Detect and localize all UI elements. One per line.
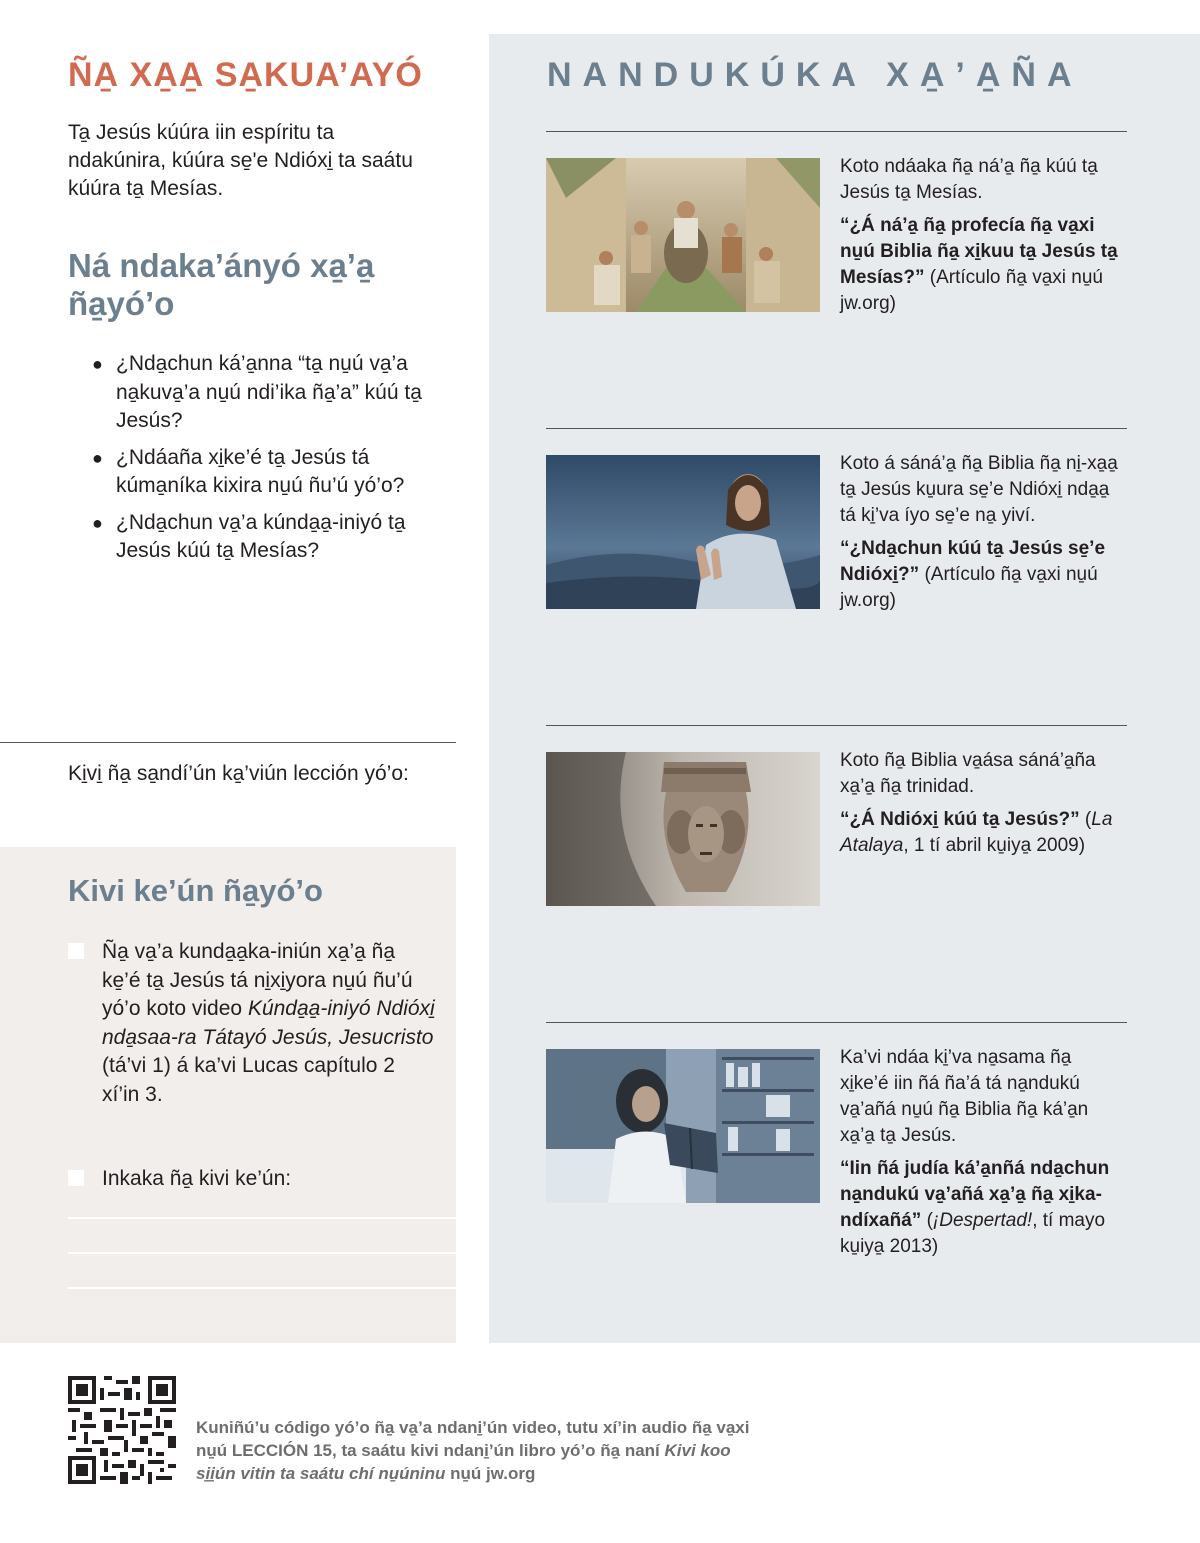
bullet-icon: ● [92, 354, 103, 374]
entry-intro: Koto á sáná’a̱ ña̱ Biblia ña̱ ni̱-xa̱a̱ ta̱ Jesús ku̱ura se̱’e Ndióxi̱ nda̱a̱ tá ki̱’va íyo se̱’e na̱ yiví. [840, 453, 1118, 526]
jesus-praying-illustration [546, 455, 820, 609]
practice-item-text: Ña̱ va̱’a kunda̱a̱ka-iniún xa̱’a̱ ña̱ ke̱’é ta̱ Jesús tá ni̱xi̱yora nu̱ú ñu’ú yó’o koto video Kúnda̱a̱-iniyó Ndióxi̱ nda̱saa-ra Tátayó Jesús, Jesucristo (tá’vi 1) á ka’vi Lucas capítulo 2 xí’in 3. [102, 940, 435, 1106]
explore-entry-text [840, 1045, 1125, 1260]
divider [546, 131, 1127, 132]
article-source: (Artículo ña̱ va̱xi nu̱ú jw.org) [840, 267, 1103, 314]
book-title: Kivi koo si̱i̱ún vitin ta saátu chí nu̱úninu [196, 1441, 731, 1483]
qr-code-icon [68, 1376, 176, 1484]
article-title-link[interactable]: “¿Nda̱chun kúú ta̱ Jesús se̱’e Ndióxi̱?” [840, 538, 1106, 585]
entry-reference[interactable] [840, 536, 1125, 614]
explore-title: NANDUKÚKA XA̱’A̱ÑA [547, 56, 1083, 94]
review-questions [90, 350, 450, 574]
divider [0, 742, 456, 743]
summary-title: ÑA̱ XA̱A̱ SA̱KUA’AYÓ [68, 56, 423, 94]
review-title: Ná ndaka’ányó xa̱’a̱ ña̱yó’o [68, 247, 375, 322]
question-text: ¿Nda̱chun ká’a̱nna “ta̱ nu̱ú va̱’a na̱kuva̱’a nu̱ú ndi’ika ña̱’a” kúú ta̱ Jesús? [116, 352, 422, 432]
write-line[interactable] [68, 1217, 456, 1219]
explore-entry-text [840, 451, 1125, 614]
footer-text: Kuniñú’u código yó’o ña̱ va̱’a ndani̱’ún video, tutu xí’in audio ña̱ va̱xi nu̱ú LECCIÓN 15, ta saátu kivi ndani̱’ún libro yó’o ña̱ naní Kivi koo si̱i̱ún vitin ta saátu chí nu̱úninu nu̱ú jw.org [196, 1418, 750, 1483]
article-title-link[interactable]: “Iin ñá judía ká’a̱nñá nda̱chun na̱ndukú va̱’añá xa̱’a̱ ña̱ xi̱ka-ndíxañá” [840, 1158, 1110, 1231]
three-faced-stone-sculpture [546, 752, 820, 906]
bullet-icon: ● [92, 512, 103, 533]
entry-reference[interactable]: “¿Á Ndióxi̱ kúú ta̱ Jesús?” (La Atalaya, 1 tí abril ku̱iya̱ 2009) [840, 809, 1113, 856]
woman-reading-image [546, 1049, 820, 1203]
practice-panel [0, 847, 456, 1343]
publication-name: La Atalaya [840, 809, 1113, 856]
entry-reference[interactable]: “Iin ñá judía ká’a̱nñá nda̱chun na̱ndukú va̱’añá xa̱’a̱ ña̱ xi̱ka-ndíxañá” (¡Despertad!, tí mayo ku̱iya̱ 2013) [840, 1158, 1110, 1257]
practice-title: Kivi ke’ún ña̱yó’o [68, 873, 323, 908]
lesson-completed-date-label: Ki̱vi̱ ña̱ sa̱ndí’ún ka̱’viún lección yó’o: [68, 762, 409, 785]
jesus-praying-image [546, 455, 820, 609]
write-line[interactable] [68, 1287, 456, 1289]
jesus-entering-jerusalem-image [546, 158, 820, 312]
review-question [90, 509, 450, 566]
entry-intro: Koto ña̱ Biblia va̱ása sáná’a̱ña xa̱’a̱ ña̱ trinidad. [840, 750, 1096, 797]
qr-code[interactable] [68, 1376, 176, 1484]
review-question [90, 444, 450, 501]
explore-entry-text [840, 748, 1125, 859]
bullet-icon: ● [92, 447, 103, 468]
divider [546, 1022, 1127, 1023]
publication-name: ¡Despertad! [932, 1210, 1033, 1231]
article-source: (Artículo ña̱ va̱xi nu̱ú jw.org) [840, 564, 1098, 611]
entry-intro: Koto ndáaka ña̱ ná’a̱ ña̱ kúú ta̱ Jesús ta̱ Mesías. [840, 156, 1098, 203]
explore-panel [489, 34, 1200, 1343]
video-title: Kúnda̱a̱-iniyó Ndióxi̱ nda̱saa-ra Tátayó Jesús, Jesucristo [102, 997, 435, 1049]
question-text: ¿Ndáaña xi̱ke’é ta̱ Jesús tá kúma̱níka kixira nu̱ú ñu’ú yó’o? [116, 445, 405, 497]
write-line[interactable] [68, 1252, 456, 1254]
left-column [0, 0, 456, 1343]
checkbox[interactable] [68, 943, 84, 959]
explore-entry-text [840, 154, 1125, 317]
article-title-link[interactable]: “¿Á Ndióxi̱ kúú ta̱ Jesús?” [840, 809, 1080, 830]
review-question [90, 350, 450, 436]
entry-reference[interactable] [840, 213, 1125, 317]
entry-intro: Ka’vi ndáa ki̱’va na̱sama ña̱ xi̱ke’é iin ñá ña’á tá na̱ndukú va̱’añá nu̱ú ña̱ Biblia ña̱ ká’a̱n xa̱’a̱ ta̱ Jesús. [840, 1047, 1089, 1146]
trinity-sculpture-image [546, 752, 820, 906]
practice-item-text: Inkaka ña̱ kivi ke’ún: [102, 1167, 292, 1190]
divider [546, 428, 1127, 429]
practice-item-other [68, 1165, 438, 1194]
question-text: ¿Nda̱chun va̱’a kúnda̱a̱-iniyó ta̱ Jesús kúú ta̱ Mesías? [116, 510, 406, 562]
summary-text: Ta̱ Jesús kúúra iin espíritu ta ndakúnira, kúúra se̱'e Ndióxi̱ ta saátu kúúra ta̱ Mesías. [68, 121, 413, 200]
checkbox[interactable] [68, 1170, 84, 1186]
article-title-link[interactable]: “¿Á ná’a̱ ña̱ profecía ña̱ va̱xi nu̱ú Biblia ña̱ xi̱kuu ta̱ Jesús ta̱ Mesías?” [840, 215, 1118, 288]
jesus-entering-jerusalem-illustration [546, 158, 820, 312]
woman-reading-book-photo [546, 1049, 820, 1203]
practice-item-video [68, 938, 438, 1109]
divider [546, 725, 1127, 726]
